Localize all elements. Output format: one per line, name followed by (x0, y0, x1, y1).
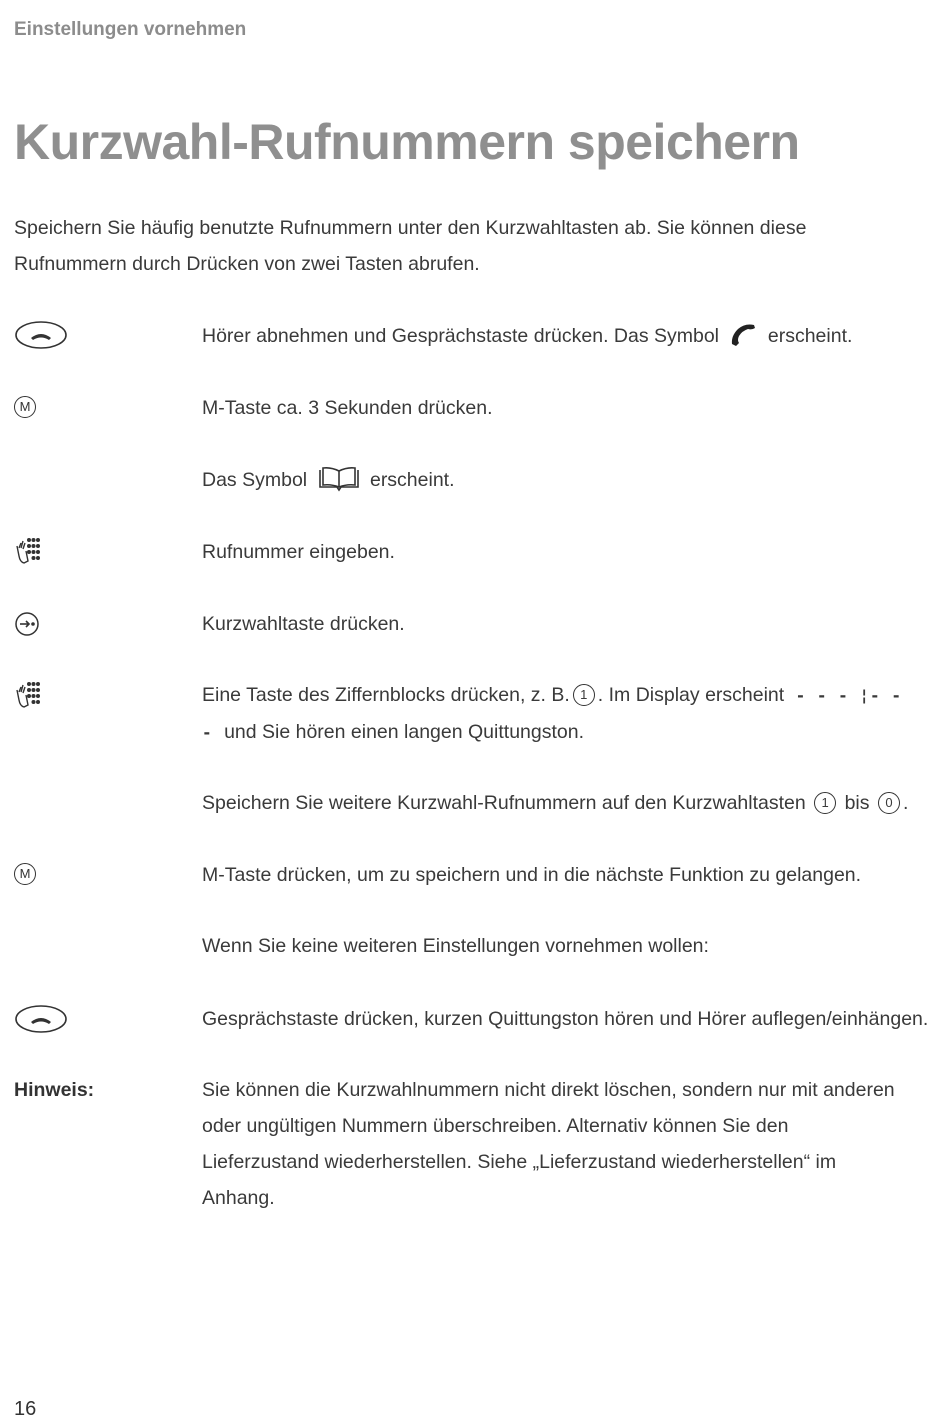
m-key-icon: M (14, 863, 36, 885)
intro-paragraph: Speichern Sie häufig benutzte Rufnummern unter den Kurzwahltasten ab. Sie können diese Rufnummern durch Drücken von zwei Tasten abrufen. (14, 217, 807, 275)
step-8-text: M-Taste drücken, um zu speichern und in die nächste Funktion zu gelangen. (202, 864, 862, 886)
step-1-text: Hörer abnehmen und Gesprächstaste drücken. Das Symbol erscheint. (202, 318, 922, 354)
keypad-icon (14, 537, 40, 565)
step-5-text: Kurzwahltaste drücken. (202, 613, 405, 635)
phonebook-icon (317, 466, 361, 492)
section-header: Einstellungen vornehmen (14, 19, 247, 40)
step-7-text: Speichern Sie weitere Kurzwahl-Rufnummern auf den Kurzwahltasten 1 bis 0 . (202, 792, 909, 814)
call-key-icon (14, 1004, 68, 1034)
hint-label: Hinweis: (14, 1079, 95, 1101)
hint-text: Sie können die Kurzwahlnummern nicht direkt löschen, sondern nur mit anderen oder ungültigen Nummern überschreiben. Alternativ können Sie den Lieferzustand wiederherstellen. Siehe „Lieferzustand wiederherstellen“ im Anhang. (202, 1079, 895, 1209)
page-number: 16 (14, 1398, 37, 1420)
page-title: Kurzwahl-Rufnummern speichern (14, 114, 800, 170)
step-10-text: Gesprächstaste drücken, kurzen Quittungston hören und Hörer auflegen/einhängen. (202, 1008, 929, 1030)
step-4-text: Rufnummer eingeben. (202, 541, 395, 563)
step-2-text: M-Taste ca. 3 Sekunden drücken. (202, 397, 493, 419)
handset-icon (728, 322, 758, 348)
speed-dial-key-icon (14, 611, 40, 637)
keypad-icon (14, 681, 40, 709)
call-key-icon (14, 320, 68, 350)
m-key-icon: M (14, 396, 36, 418)
step-3-text: Das Symbol erscheint. (202, 462, 922, 498)
key-1-icon: 1 (814, 792, 836, 814)
display-indicator: - - - ¦- - - (202, 686, 902, 742)
step-9-text: Wenn Sie keine weiteren Einstellungen vornehmen wollen: (202, 935, 709, 957)
key-0-icon: 0 (878, 792, 900, 814)
step-6-text: Eine Taste des Ziffernblocks drücken, z. B. 1 . Im Display erscheint - - - ¦- - - und Sie hören einen langen Quittungston. (202, 684, 902, 743)
key-1-icon: 1 (573, 684, 595, 706)
